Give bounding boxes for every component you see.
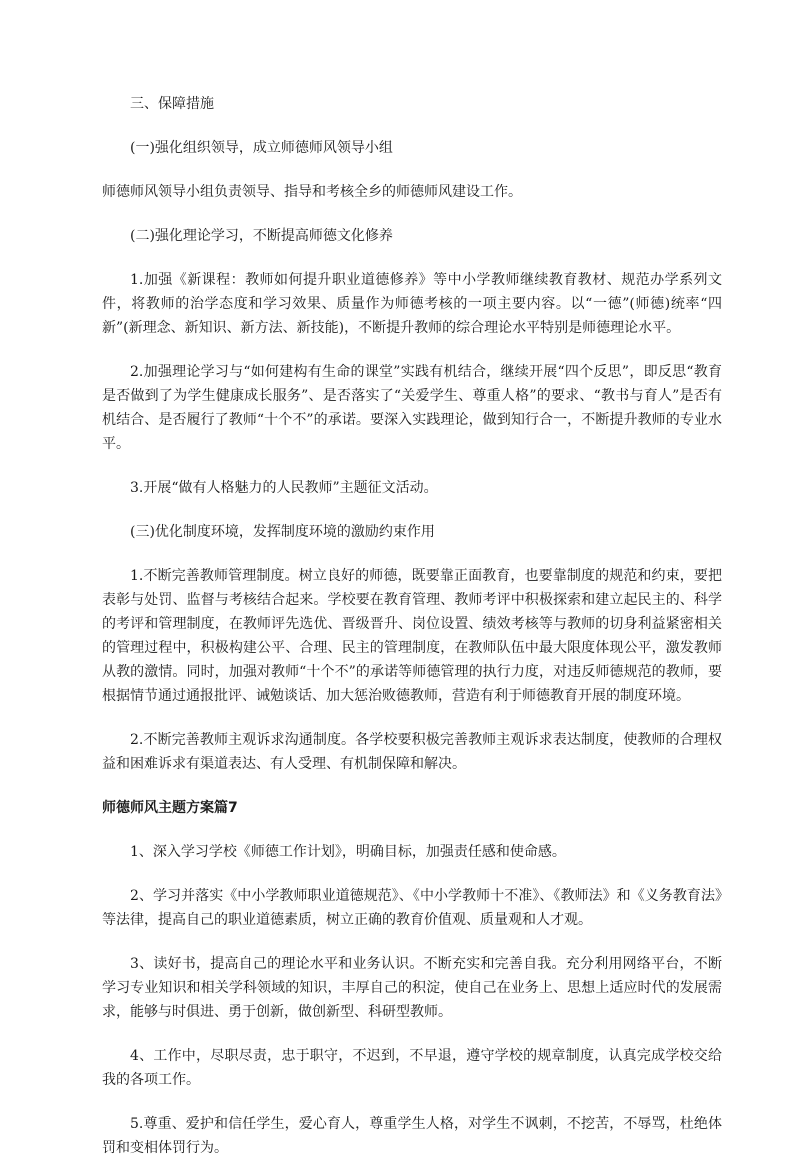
paragraph-plan-item-1: 1、深入学习学校《师德工作计划》，明确目标，加强责任感和使命感。	[130, 844, 566, 860]
paragraph-plan-item-4: 4、工作中，尽职尽责，忠于职守，不迟到，不早退，遵守学校的规章制度，认真完成学校交给我的各项工作。	[102, 1048, 722, 1088]
paragraph-leadership-group: 师德师风领导小组负责领导、指导和考核全乡的师德师风建设工作。	[102, 184, 522, 200]
subheading-organization: (一)强化组织领导，成立师德师风领导小组	[130, 140, 393, 156]
paragraph-theory-item-1: 1.加强《新课程：教师如何提升职业道德修养》等中小学教师继续教育教材、规范办学系列文件，将教师的治学态度和学习效果、质量作为师德考核的一项主要内容。以“一德”(师德)统率“四新”(新理念、新知识、新方法、新技能)，不断提升教师的综合理论水平特别是师德理论水平。	[102, 272, 722, 336]
paragraph-theory-item-2: 2.加强理论学习与“如何建构有生命的课堂”实践有机结合，继续开展“四个反思”，即反思“教育是否做到了为学生健康成长服务”、是否落实了“关爱学生、尊重人格”的要求、“教书与育人”是否有机结合、是否履行了教师“十个不”的承诺。要深入实践理论，做到知行合一，不断提升教师的专业水平。	[102, 364, 722, 452]
paragraph-plan-item-5: 5.尊重、爱护和信任学生，爱心育人，尊重学生人格，对学生不讽刺，不挖苦，不辱骂，杜绝体罚和变相体罚行为。	[102, 1116, 722, 1156]
section-title-plan-7: 师德师风主题方案篇7	[102, 800, 238, 816]
paragraph-theory-item-3: 3.开展“做有人格魅力的人民教师”主题征文活动。	[130, 480, 438, 496]
paragraph-system-item-1: 1.不断完善教师管理制度。树立良好的师德，既要靠正面教育，也要靠制度的规范和约束，要把表彰与处罚、监督与考核结合起来。学校要在教育管理、教师考评中积极探索和建立起民主的、科学的考评和管理制度，在教师评先选优、晋级晋升、岗位设置、绩效考核等与教师的切身利益紧密相关的管理过程中，积极构建公平、合理、民主的管理制度，在教师队伍中最大限度体现公平，激发教师从教的激情。同时，加强对教师“十个不”的承诺等师德管理的执行力度，对违反师德规范的教师，要根据情节通过通报批评、诫勉谈话、加大惩治败德教师，营造有利于师德教育开展的制度环境。	[102, 568, 722, 704]
paragraph-plan-item-3: 3、读好书，提高自己的理论水平和业务认识。不断充实和完善自我。充分利用网络平台，不断学习专业知识和相关学科领域的知识，丰厚自己的积淀，使自己在业务上、思想上适应时代的发展需求，能够与时俱进、勇于创新，做创新型、科研型教师。	[102, 956, 722, 1020]
paragraph-system-item-2: 2.不断完善教师主观诉求沟通制度。各学校要积极完善教师主观诉求表达制度，使教师的合理权益和困难诉求有渠道表达、有人受理、有机制保障和解决。	[102, 732, 722, 772]
subheading-theory-study: (二)强化理论学习，不断提高师德文化修养	[130, 228, 393, 244]
subheading-system-environment: (三)优化制度环境，发挥制度环境的激励约束作用	[130, 524, 435, 540]
document-body	[102, 92, 722, 1160]
section-heading-guarantee: 三、保障措施	[130, 96, 214, 112]
paragraph-plan-item-2: 2、学习并落实《中小学教师职业道德规范》、《中小学教师十不准》、《教师法》和《义务教育法》等法律，提高自己的职业道德素质，树立正确的教育价值观、质量观和人才观。	[102, 888, 722, 928]
